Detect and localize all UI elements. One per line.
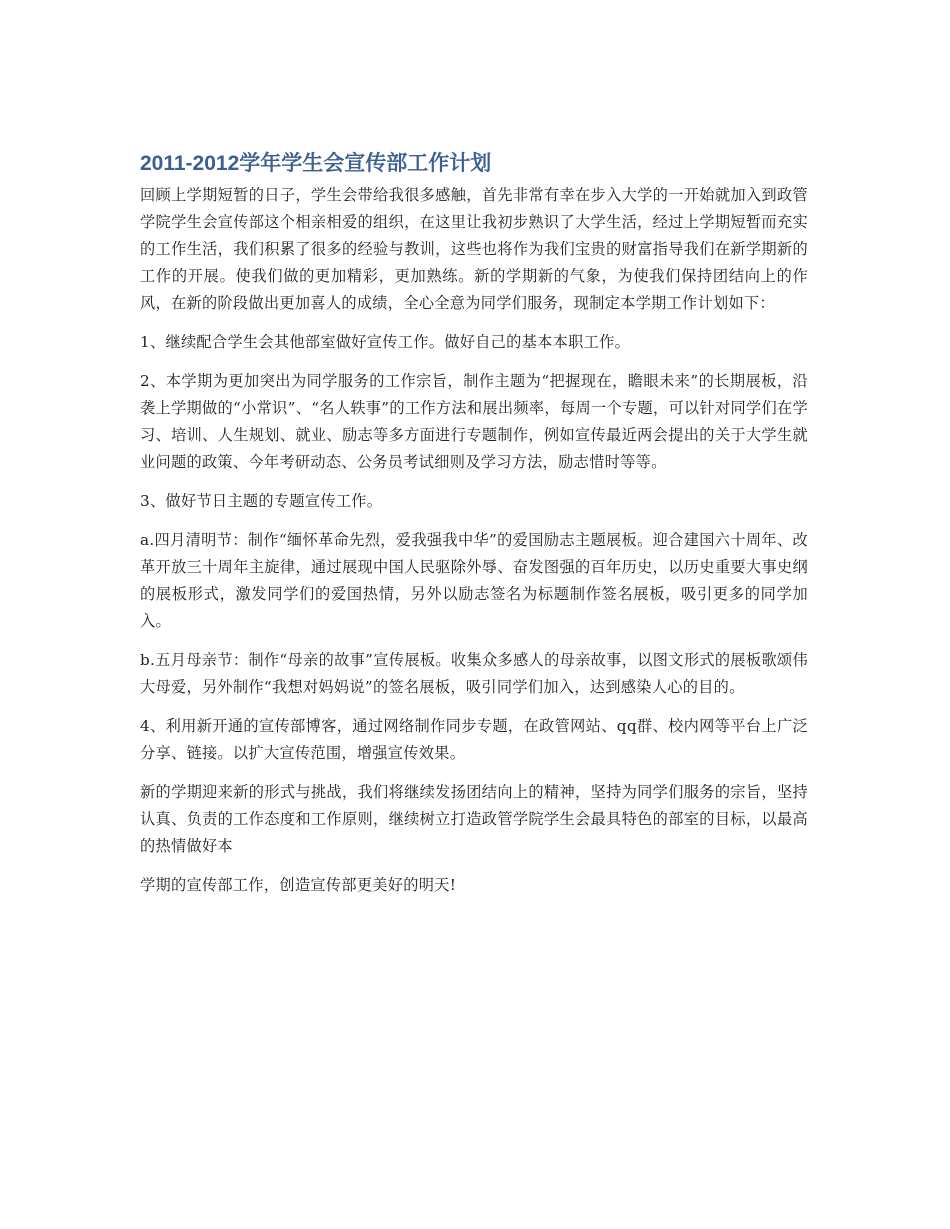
document-page	[140, 148, 808, 911]
plan-item-3: 3、做好节日主题的专题宣传工作。	[140, 492, 383, 510]
plan-item-4: 4、利用新开通的宣传部博客，通过网络制作同步专题，在政管网站、qq群、校内网等平台上广泛分享、链接。以扩大宣传范围，增强宣传效果。	[140, 717, 808, 762]
plan-item-3a: a.四月清明节：制作“缅怀革命先烈，爱我强我中华”的爱国励志主题展板。迎合建国六十周年、改革开放三十周年主旋律，通过展现中国人民驱除外辱、奋发图强的百年历史，以历史重要大事史纲的展板形式，激发同学们的爱国热情，另外以励志签名为标题制作签名展板，吸引更多的同学加入。	[140, 531, 808, 630]
closing-paragraph: 新的学期迎来新的形式与挑战，我们将继续发扬团结向上的精神，坚持为同学们服务的宗旨，坚持认真、负责的工作态度和工作原则，继续树立打造政管学院学生会最具特色的部室的目标，以最高的热情做好本	[140, 783, 808, 855]
closing-line: 学期的宣传部工作，创造宣传部更美好的明天!	[140, 876, 457, 894]
plan-item-3b: b.五月母亲节：制作“母亲的故事”宣传展板。收集众多感人的母亲故事，以图文形式的展板歌颂伟大母爱，另外制作“我想对妈妈说”的签名展板，吸引同学们加入，达到感染人心的目的。	[140, 651, 808, 696]
plan-item-2: 2、本学期为更加突出为同学服务的工作宗旨，制作主题为“把握现在，瞻眼未来”的长期展板，沿袭上学期做的“小常识”、“名人轶事”的工作方法和展出频率，每周一个专题，可以针对同学们在学习、培训、人生规划、就业、励志等多方面进行专题制作，例如宣传最近两会提出的关于大学生就业问题的政策、今年考研动态、公务员考试细则及学习方法，励志惜时等等。	[140, 372, 808, 471]
intro-paragraph: 回顾上学期短暂的日子，学生会带给我很多感触，首先非常有幸在步入大学的一开始就加入到政管学院学生会宣传部这个相亲相爱的组织，在这里让我初步熟识了大学生活，经过上学期短暂而充实的工作生活，我们积累了很多的经验与教训，这些也将作为我们宝贵的财富指导我们在新学期新的工作的开展。使我们做的更加精彩，更加熟练。新的学期新的气象，为使我们保持团结向上的作风，在新的阶段做出更加喜人的成绩，全心全意为同学们服务，现制定本学期工作计划如下：	[140, 186, 808, 312]
plan-item-1: 1、继续配合学生会其他部室做好宣传工作。做好自己的基本本职工作。	[140, 333, 631, 351]
document-title: 2011-2012学年学生会宣传部工作计划	[140, 152, 492, 175]
